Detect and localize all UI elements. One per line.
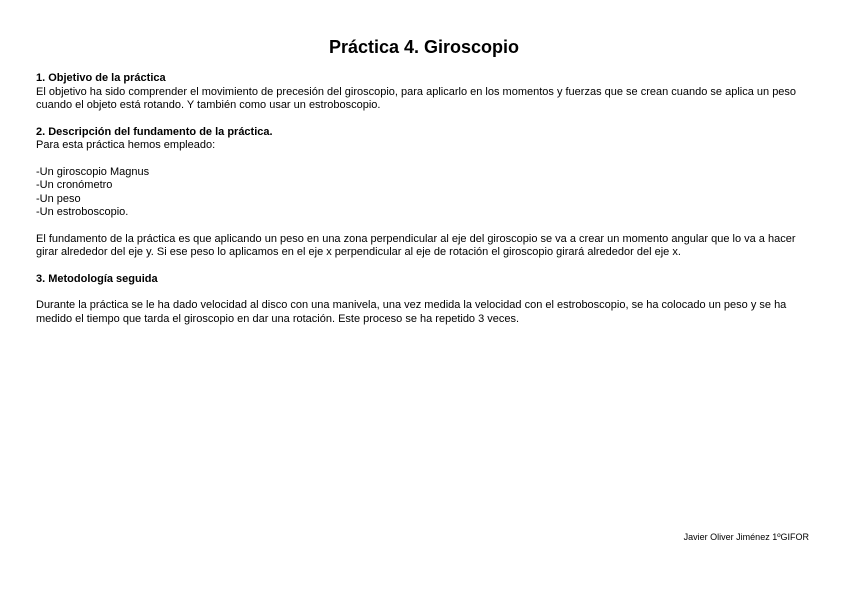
- section-1-heading: 1. Objetivo de la práctica: [36, 72, 166, 84]
- section-1-text: El objetivo ha sido comprender el movimiento de precesión del giroscopio, para aplicarlo en los momentos y fuerzas que se crean cuando se aplica un peso cuando el objeto está rotando. Y también como usar un estroboscopio.: [36, 85, 797, 111]
- list-item: -Un peso: [36, 192, 81, 205]
- section-2-heading: 2. Descripción del fundamento de la práctica.: [36, 125, 273, 138]
- section-2-intro: Para esta práctica hemos empleado:: [36, 139, 216, 151]
- section-3-heading: 3. Metodología seguida: [36, 272, 158, 285]
- list-item: -Un giroscopio Magnus: [36, 165, 150, 178]
- spacer: [36, 220, 812, 233]
- document-page: [36, 0, 812, 599]
- spacer: [36, 286, 812, 299]
- document-title: Práctica 4. Giroscopio: [328, 37, 520, 57]
- section-2-text: El fundamento de la práctica es que aplicando un peso en una zona perpendicular al eje del giroscopio se va a crear un momento angular que lo va a hacer girar alrededor del eje y. Si ese peso lo aplicamos en el eje x perpendicular al eje de rotación el giroscopio girará alrededor del eje x.: [36, 232, 796, 258]
- list-item: -Un cronómetro: [36, 179, 113, 191]
- list-item: -Un estroboscopio.: [36, 206, 129, 218]
- section-3-text: Durante la práctica se le ha dado velocidad al disco con una manivela, una vez medida la velocidad con el estroboscopio, se ha colocado un peso y se ha medido el tiempo que tarda el giroscopio en dar una rotación. Este proceso se ha repetido 3 veces.: [36, 299, 787, 325]
- author-signature: Javier Oliver Jiménez 1ºGIFOR: [683, 532, 809, 542]
- document-body: [36, 72, 812, 326]
- spacer: [36, 153, 812, 166]
- spacer: [36, 260, 812, 273]
- spacer: [36, 113, 812, 126]
